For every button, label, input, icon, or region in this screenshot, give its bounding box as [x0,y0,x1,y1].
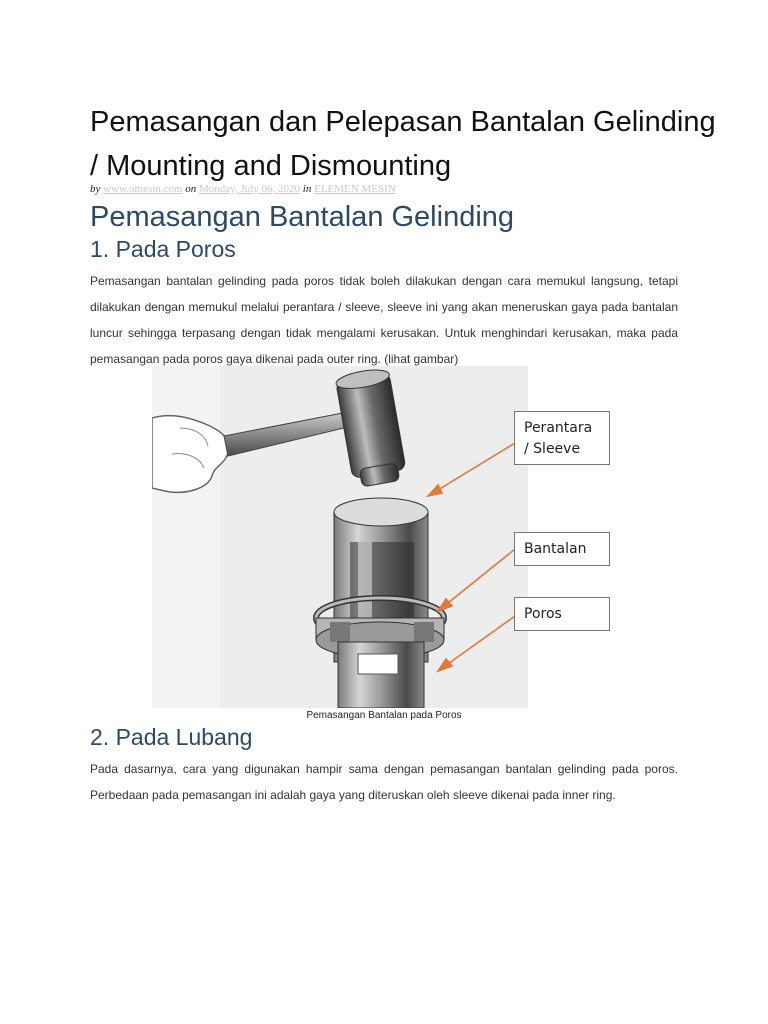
figure-illustration [152,366,528,708]
date-link[interactable]: Monday, July 06, 2020 [198,183,301,195]
callout-sleeve-line2: / Sleeve [524,441,581,457]
author-link[interactable]: www.omesin.com [103,183,183,195]
bearing-mounting-figure [152,366,593,708]
shaft-shape [338,642,424,708]
callout-shaft: Poros [514,597,610,631]
paragraph-lubang: Pada dasarnya, cara yang digunakan hampir sama dengan pemasangan bantalan gelinding pada poros. Perbedaan pada pemasangan ini adalah gaya yang diteruskan oleh sleeve dikenai pada inner ring. [90,762,678,802]
callout-bearing: Bantalan [514,532,610,566]
callout-sleeve-line1: Perantara [524,420,593,436]
section-heading: Pemasangan Bantalan Gelinding [90,201,515,233]
figure-caption: Pemasangan Bantalan pada Poros [306,710,462,721]
subsection-heading-lubang: 2. Pada Lubang [90,724,253,750]
byline [90,183,690,195]
callout-sleeve [514,411,610,465]
category-link[interactable]: ELEMEN MESIN [314,183,396,195]
byline-in: in [302,183,312,195]
byline-by: by [90,183,101,195]
article-title: Pemasangan dan Pelepasan Bantalan Gelinding / Mounting and Dismounting [90,106,716,182]
subsection-heading-poros: 1. Pada Poros [90,236,236,262]
byline-on: on [185,183,197,195]
paragraph-poros: Pemasangan bantalan gelinding pada poros tidak boleh dilakukan dengan cara memukul langsung, tetapi dilakukan dengan memukul melalui perantara / sleeve, sleeve ini yang akan meneruskan gaya pada bantalan luncur sehingga terpasang dengan tidak mengalami kerusakan. Untuk menghindari kerusakan, maka pada pemasangan pada poros gaya dikenai pada outer ring. (lihat gambar) [90,274,678,366]
